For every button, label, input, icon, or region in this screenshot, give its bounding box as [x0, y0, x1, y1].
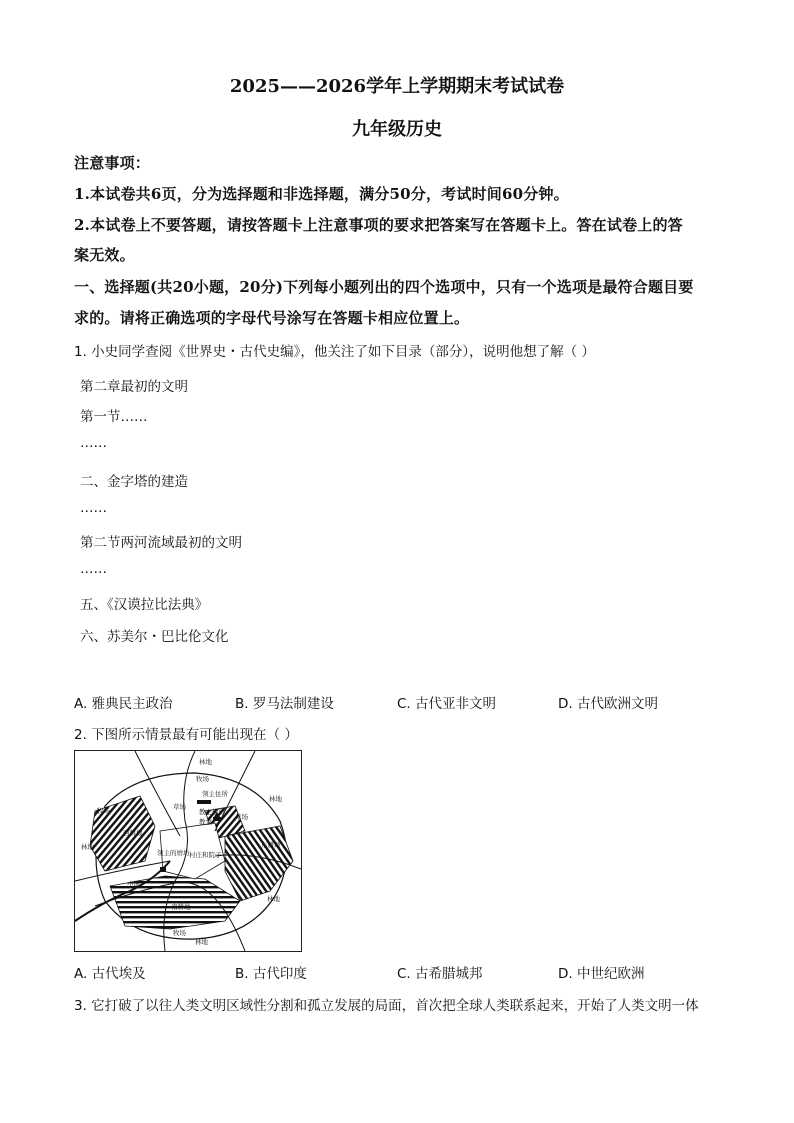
toc-item: …… — [80, 561, 107, 577]
manor-map — [74, 750, 302, 952]
map-label-forest-right-low: 林地 — [267, 895, 280, 903]
q1-option-a[interactable]: A. 雅典民主政治 — [74, 696, 173, 712]
map-label-forest-left: 林地 — [81, 843, 94, 851]
map-label-pasture-left: 牧场 — [97, 807, 110, 815]
map-label-west-field: 西耕地 — [123, 829, 143, 837]
map-label-pasture-top: 牧场 — [196, 775, 209, 783]
map-label-forest-top: 林地 — [199, 758, 212, 766]
notice-heading: 注意事项： — [74, 154, 151, 172]
q1-option-c[interactable]: C. 古代亚非文明 — [397, 696, 497, 712]
exam-subtitle: 九年级历史 — [352, 119, 442, 140]
map-label-south-field: 南耕地 — [171, 903, 191, 911]
map-label-east-field: 东耕地 — [261, 841, 281, 849]
toc-item: 第二章最初的文明 — [80, 379, 188, 395]
toc-item: 第一节…… — [80, 409, 148, 425]
toc-item: …… — [80, 435, 107, 451]
map-label-stream: 小溪 — [127, 880, 140, 888]
map-label-lord-mill: 领主的磨坊 — [157, 849, 190, 857]
notice-item-2-line-2: 案无效。 — [74, 246, 135, 264]
map-label-meadow-left: 草场 — [173, 803, 186, 811]
section-instructions-line-1: 一、选择题(共20小题，20分)下列每小题列出的四个选项中，只有一个选项是最符合题目要 — [74, 278, 694, 296]
toc-item: 六、苏美尔・巴比伦文化 — [80, 629, 229, 645]
map-label-forest-bottom: 林地 — [195, 938, 208, 946]
toc-item: 第二节两河流域最初的文明 — [80, 535, 242, 551]
exam-title: 2025——2026学年上学期期末考试试卷 — [229, 76, 565, 97]
toc-item: 五、《汉谟拉比法典》 — [80, 597, 209, 613]
q2-option-b[interactable]: B. 古代印度 — [235, 966, 307, 982]
map-label-meadow-right: 草场 — [235, 813, 248, 821]
q2-option-c[interactable]: C. 古希腊城邦 — [397, 966, 483, 982]
notice-item-1: 1.本试卷共6页，分为选择题和非选择题，满分50分，考试时间60分钟。 — [74, 185, 569, 203]
question-3-stem: 3. 它打破了以往人类文明区域性分割和孤立发展的局面，首次把全球人类联系起来，开始了人类文明一体 — [74, 998, 699, 1014]
q1-option-b[interactable]: B. 罗马法制建设 — [235, 696, 334, 712]
question-2-stem: 2. 下图所示情景最有可能出现在（ ） — [74, 727, 298, 743]
question-1-stem: 1. 小史同学查阅《世界史・古代史编》，他关注了如下目录（部分），说明他想了解（ ） — [74, 344, 595, 360]
q1-option-d[interactable]: D. 古代欧洲文明 — [558, 696, 658, 712]
toc-item: …… — [80, 500, 107, 516]
map-label-priest-house: 教士住所 — [199, 808, 225, 816]
map-label-lord-house: 领主住所 — [202, 790, 228, 798]
map-label-village: 村庄和院子 — [189, 851, 222, 859]
q2-option-a[interactable]: A. 古代埃及 — [74, 966, 146, 982]
map-label-pasture-bottom: 牧场 — [173, 929, 186, 937]
toc-item: 二、金字塔的建造 — [80, 474, 188, 490]
section-instructions-line-2: 求的。请将正确选项的字母代号涂写在答题卡相应位置上。 — [74, 309, 470, 327]
notice-item-2-line-1: 2.本试卷上不要答题，请按答题卡上注意事项的要求把答案写在答题卡上。答在试卷上的答 — [74, 216, 683, 234]
map-label-church: 教堂 — [199, 818, 212, 826]
map-label-forest-right: 林地 — [269, 795, 282, 803]
q2-option-d[interactable]: D. 中世纪欧洲 — [558, 966, 645, 982]
